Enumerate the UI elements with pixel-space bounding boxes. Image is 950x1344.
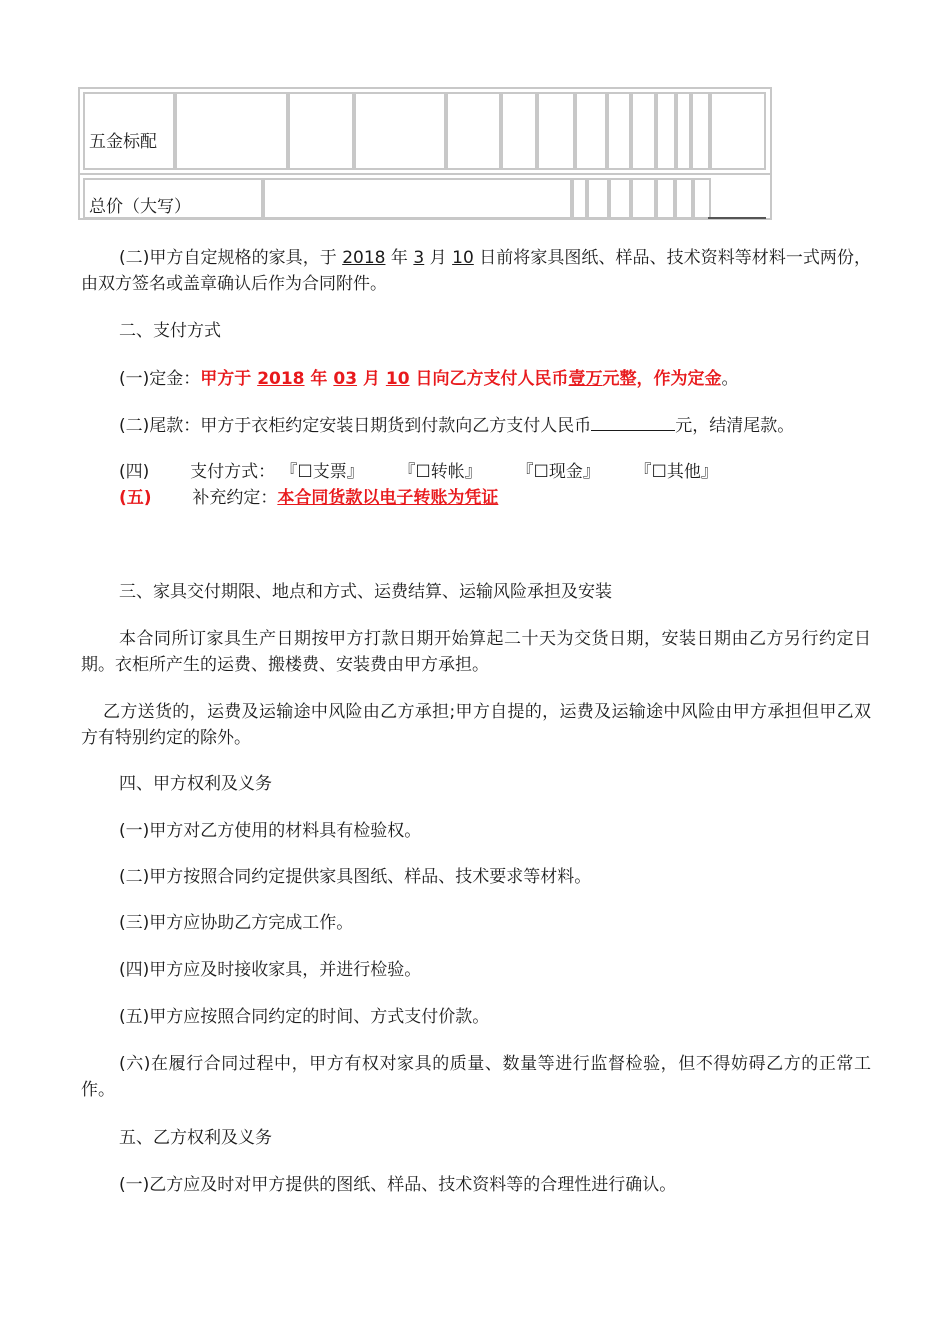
text-span: 补充约定： xyxy=(192,488,278,508)
row-label-total: 总价（大写） xyxy=(89,197,191,217)
supplement-line xyxy=(119,485,909,511)
section-heading: 四、甲方权利及义务 xyxy=(119,774,272,794)
option-transfer: 『☐转帐』 xyxy=(398,462,482,482)
table-cell xyxy=(607,92,631,170)
text-span: (二)尾款：甲方于衣柜约定安装日期货到付款向乙方支付人民币 xyxy=(119,416,592,436)
table-cell xyxy=(83,178,263,219)
text-span: 日向乙方支付人民币 xyxy=(409,369,569,389)
table-cell xyxy=(354,92,446,170)
text-span: 年 xyxy=(304,369,334,389)
table-cell xyxy=(537,92,575,170)
table-cell xyxy=(609,178,631,219)
year-value: 2018 xyxy=(257,369,305,389)
item-number: (四) xyxy=(119,462,150,482)
payment-method-line xyxy=(119,459,909,485)
day-value: 10 xyxy=(385,369,410,389)
custom-furniture-paragraph xyxy=(81,245,871,297)
text-span: (二)甲方自定规格的家具，于 xyxy=(119,248,343,268)
option-check: 『☐支票』 xyxy=(280,462,364,482)
table-row xyxy=(80,89,770,173)
text-span: (一)定金： xyxy=(119,369,201,389)
price-table xyxy=(78,87,772,220)
text-span: 甲方于 xyxy=(200,369,258,389)
table-cell xyxy=(710,92,766,170)
section-heading: 二、支付方式 xyxy=(119,321,221,341)
transport-paragraph: 乙方送货的，运费及运输途中风险由乙方承担;甲方自提的，运费及运输途中风险由甲方承担但甲乙双方有特别约定的除外。 xyxy=(81,702,871,748)
table-cell xyxy=(575,92,607,170)
table-cell xyxy=(175,92,288,170)
table-cell xyxy=(288,92,354,170)
section-heading: 三、家具交付期限、地点和方式、运费结算、运输风险承担及安装 xyxy=(119,582,612,602)
amount-value: 壹万 xyxy=(568,369,603,389)
table-cell xyxy=(501,92,537,170)
text-span: 。 xyxy=(721,369,739,389)
option-cash: 『☐现金』 xyxy=(516,462,600,482)
table-cell xyxy=(572,178,587,219)
table-cell xyxy=(656,178,675,219)
text-span: 元，结清尾款。 xyxy=(675,416,795,436)
table-cell xyxy=(446,92,501,170)
row-label-hardware: 五金标配 xyxy=(89,132,157,152)
deposit-paragraph xyxy=(81,366,871,392)
balance-paragraph xyxy=(81,413,871,439)
table-row xyxy=(80,173,770,222)
table-cell xyxy=(656,92,676,170)
table-cell xyxy=(675,178,693,219)
list-item: (四)甲方应及时接收家具，并进行检验。 xyxy=(119,960,422,980)
table-cell xyxy=(631,92,656,170)
table-cell xyxy=(693,178,711,219)
text-span: 年 xyxy=(385,248,414,268)
list-item: (一)乙方应及时对甲方提供的图纸、样品、技术资料等的合理性进行确认。 xyxy=(119,1175,677,1195)
month-value: 3 xyxy=(413,248,425,268)
delivery-paragraph: 本合同所订家具生产日期按甲方打款日期开始算起二十天为交货日期，安装日期由乙方另行约定日期。衣柜所产生的运费、搬楼费、安装费由甲方承担。 xyxy=(81,629,871,675)
amount-blank xyxy=(591,415,675,431)
list-item: (二)甲方按照合同约定提供家具图纸、样品、技术要求等材料。 xyxy=(119,867,592,887)
list-item: (五)甲方应按照合同约定的时间、方式支付价款。 xyxy=(119,1007,490,1027)
table-cell xyxy=(587,178,609,219)
text-span: 支付方式： xyxy=(190,462,276,482)
section-heading: 五、乙方权利及义务 xyxy=(119,1128,272,1148)
table-cell xyxy=(691,92,710,170)
month-value: 03 xyxy=(333,369,358,389)
text-span: 月 xyxy=(424,248,453,268)
day-value: 10 xyxy=(452,248,474,268)
list-item: (六)在履行合同过程中，甲方有权对家具的质量、数量等进行监督检验，但不得妨碍乙方的正常工作。 xyxy=(81,1054,871,1100)
list-item: (一)甲方对乙方使用的材料具有检验权。 xyxy=(119,821,422,841)
supplement-text: 本合同货款以电子转账为凭证 xyxy=(277,488,499,508)
table-cell xyxy=(263,178,572,219)
list-item: (三)甲方应协助乙方完成工作。 xyxy=(119,913,354,933)
table-cell xyxy=(631,178,656,219)
year-value: 2018 xyxy=(342,248,386,268)
text-span: 日前将家具图纸、样品、技术资料等材料一式两份，由双方签名或盖章确认后作为合同附件。 xyxy=(81,248,872,294)
table-cell xyxy=(676,92,691,170)
text-span: 月 xyxy=(357,369,386,389)
option-other: 『☐其他』 xyxy=(634,462,718,482)
item-number: (五) xyxy=(119,488,152,508)
table-underline xyxy=(708,217,766,219)
text-span: 元整，作为定金 xyxy=(602,369,722,389)
table-cell xyxy=(83,92,175,170)
